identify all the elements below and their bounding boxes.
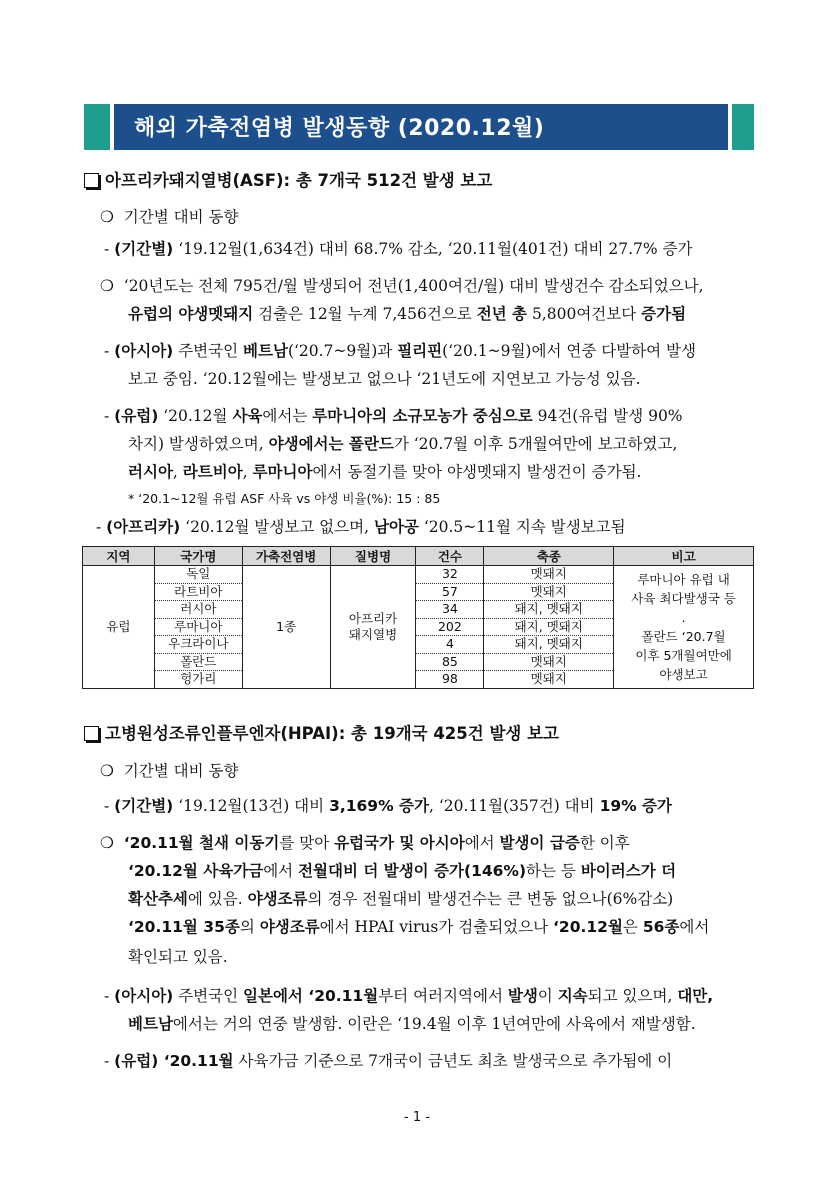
cell-species: 멧돼지 <box>484 653 614 671</box>
asf-africa-line: - (아프리카) ‘20.12월 발생보고 없으며, 남아공 ‘20.5~11월 지속 발생보고됨 <box>96 518 626 536</box>
asf-ratio-note: * ‘20.1~12월 유럽 ASF 사육 vs 야생 비율(%): 15 : 85 <box>128 491 441 506</box>
cell-country: 루마니아 <box>154 618 242 636</box>
cell-count: 202 <box>416 618 484 636</box>
cell-disease: 아프리카 돼지열병 <box>330 566 416 689</box>
cell-species: 멧돼지 <box>484 566 614 584</box>
hpai-para1-line4: ‘20.11월 35종의 야생조류에서 HPAI virus가 검출되었으나 ‘20.12월은 56종에서 <box>128 918 710 936</box>
asf-eu-line2: 차지) 발생하였으며, 야생에서는 폴란드가 ‘20.7월 이후 5개월여만에 보고하였고, <box>128 435 678 453</box>
asf-para1-line2: 유럽의 야생멧돼지 검출은 12월 누계 7,456건으로 전년 총 5,800여건보다 증가됨 <box>128 305 687 323</box>
cell-count: 32 <box>416 566 484 584</box>
hpai-period-line: - (기간별) ‘19.12월(13건) 대비 3,169% 증가, ‘20.11월(357건) 대비 19% 증가 <box>104 797 673 815</box>
header-region: 지역 <box>83 547 155 566</box>
hpai-para1-line2: ‘20.12월 사육가금에서 전월대비 더 발생이 증가(146%)하는 등 바이러스가 더 <box>128 862 677 880</box>
circle-bullet-icon: ❍ <box>100 834 114 852</box>
cell-count: 85 <box>416 653 484 671</box>
header-species: 축종 <box>484 547 614 566</box>
banner-left-accent <box>84 104 110 150</box>
cell-country: 러시아 <box>154 601 242 619</box>
cell-country: 우크라이나 <box>154 636 242 654</box>
circle-bullet-icon: ❍ <box>100 208 114 226</box>
circle-bullet-icon: ❍ <box>100 762 114 780</box>
cell-region: 유럽 <box>83 566 155 689</box>
table-row <box>83 566 754 584</box>
hpai-eu-line1: - (유럽) ‘20.11월 사육가금 기준으로 7개국이 금년도 최초 발생국으로 추가됨에 이 <box>104 1052 673 1070</box>
hpai-period-label: ❍ 기간별 대비 동향 <box>100 762 239 780</box>
cell-country: 독일 <box>154 566 242 584</box>
asf-eu-line1: - (유럽) ‘20.12월 사육에서는 루마니아의 소규모농가 중심으로 94건(유럽 발생 90% <box>104 407 683 425</box>
cell-category: 1종 <box>242 566 330 689</box>
cell-count: 98 <box>416 671 484 689</box>
cell-species: 돼지, 멧돼지 <box>484 618 614 636</box>
asf-period-label: ❍ 기간별 대비 동향 <box>100 208 239 226</box>
cell-count: 34 <box>416 601 484 619</box>
hpai-para1-line3: 확산추세에 있음. 야생조류의 경우 전월대비 발생건수는 큰 변동 없으나(6%감소) <box>128 890 674 908</box>
checkbox-square-icon <box>84 173 99 188</box>
table-header-row <box>83 547 754 566</box>
cell-species: 돼지, 멧돼지 <box>484 601 614 619</box>
banner-right-accent <box>732 104 754 150</box>
hpai-para1-line5: 확인되고 있음. <box>128 948 228 966</box>
asf-asia-line1: - (아시아) 주변국인 베트남(‘20.7~9월)과 필리핀(‘20.1~9월)에서 연중 다발하여 발생 <box>104 342 696 360</box>
asf-para1-line1: ❍ ‘20년도는 전체 795건/월 발생되어 전년(1,400여건/월) 대비 발생건수 감소되었으나, <box>100 277 704 295</box>
page-number: - 1 - <box>404 1110 430 1125</box>
header-disease: 질병명 <box>330 547 416 566</box>
header-count: 건수 <box>416 547 484 566</box>
asf-asia-line2: 보고 중임. ‘20.12월에는 발생보고 없으나 ‘21년도에 지연보고 가능성 있음. <box>128 370 641 388</box>
cell-country: 라트비아 <box>154 583 242 601</box>
header-country: 국가명 <box>154 547 242 566</box>
hpai-heading: 고병원성조류인플루엔자(HPAI): 총 19개국 425건 발생 보고 <box>84 723 559 745</box>
hpai-para1-line1: ❍ ‘20.11월 철새 이동기를 맞아 유럽국가 및 아시아에서 발생이 급증한 이후 <box>100 834 630 852</box>
cell-species: 멧돼지 <box>484 583 614 601</box>
page-title: 해외 가축전염병 발생동향 (2020.12월) <box>134 116 545 141</box>
title-banner <box>84 104 754 150</box>
cell-species: 돼지, 멧돼지 <box>484 636 614 654</box>
cell-remarks: 루마니아 유럽 내 사육 최다발생국 등 . 폴란드 ‘20.7월 이후 5개월여만에 야생보고 <box>614 566 754 689</box>
cell-count: 57 <box>416 583 484 601</box>
cell-country: 헝가리 <box>154 671 242 689</box>
hpai-asia-line1: - (아시아) 주변국인 일본에서 ‘20.11월부터 여러지역에서 발생이 지속되고 있으며, 대만, <box>104 987 714 1005</box>
checkbox-square-icon <box>84 726 99 741</box>
asf-outbreak-table <box>82 546 754 689</box>
cell-count: 4 <box>416 636 484 654</box>
circle-bullet-icon: ❍ <box>100 277 114 295</box>
header-category: 가축전염병 <box>242 547 330 566</box>
cell-species: 멧돼지 <box>484 671 614 689</box>
asf-period-line: - (기간별) ‘19.12월(1,634건) 대비 68.7% 감소, ‘20.11월(401건) 대비 27.7% 증가 <box>104 240 693 258</box>
asf-eu-line3: 러시아, 라트비아, 루마니아에서 동절기를 맞아 야생멧돼지 발생건이 증가됨. <box>128 463 642 481</box>
header-remarks: 비고 <box>614 547 754 566</box>
cell-country: 폴란드 <box>154 653 242 671</box>
hpai-asia-line2: 베트남에서는 거의 연중 발생함. 이란은 ‘19.4월 이후 1년여만에 사육에서 재발생함. <box>128 1015 696 1033</box>
asf-heading: 아프리카돼지열병(ASF): 총 7개국 512건 발생 보고 <box>84 170 492 192</box>
